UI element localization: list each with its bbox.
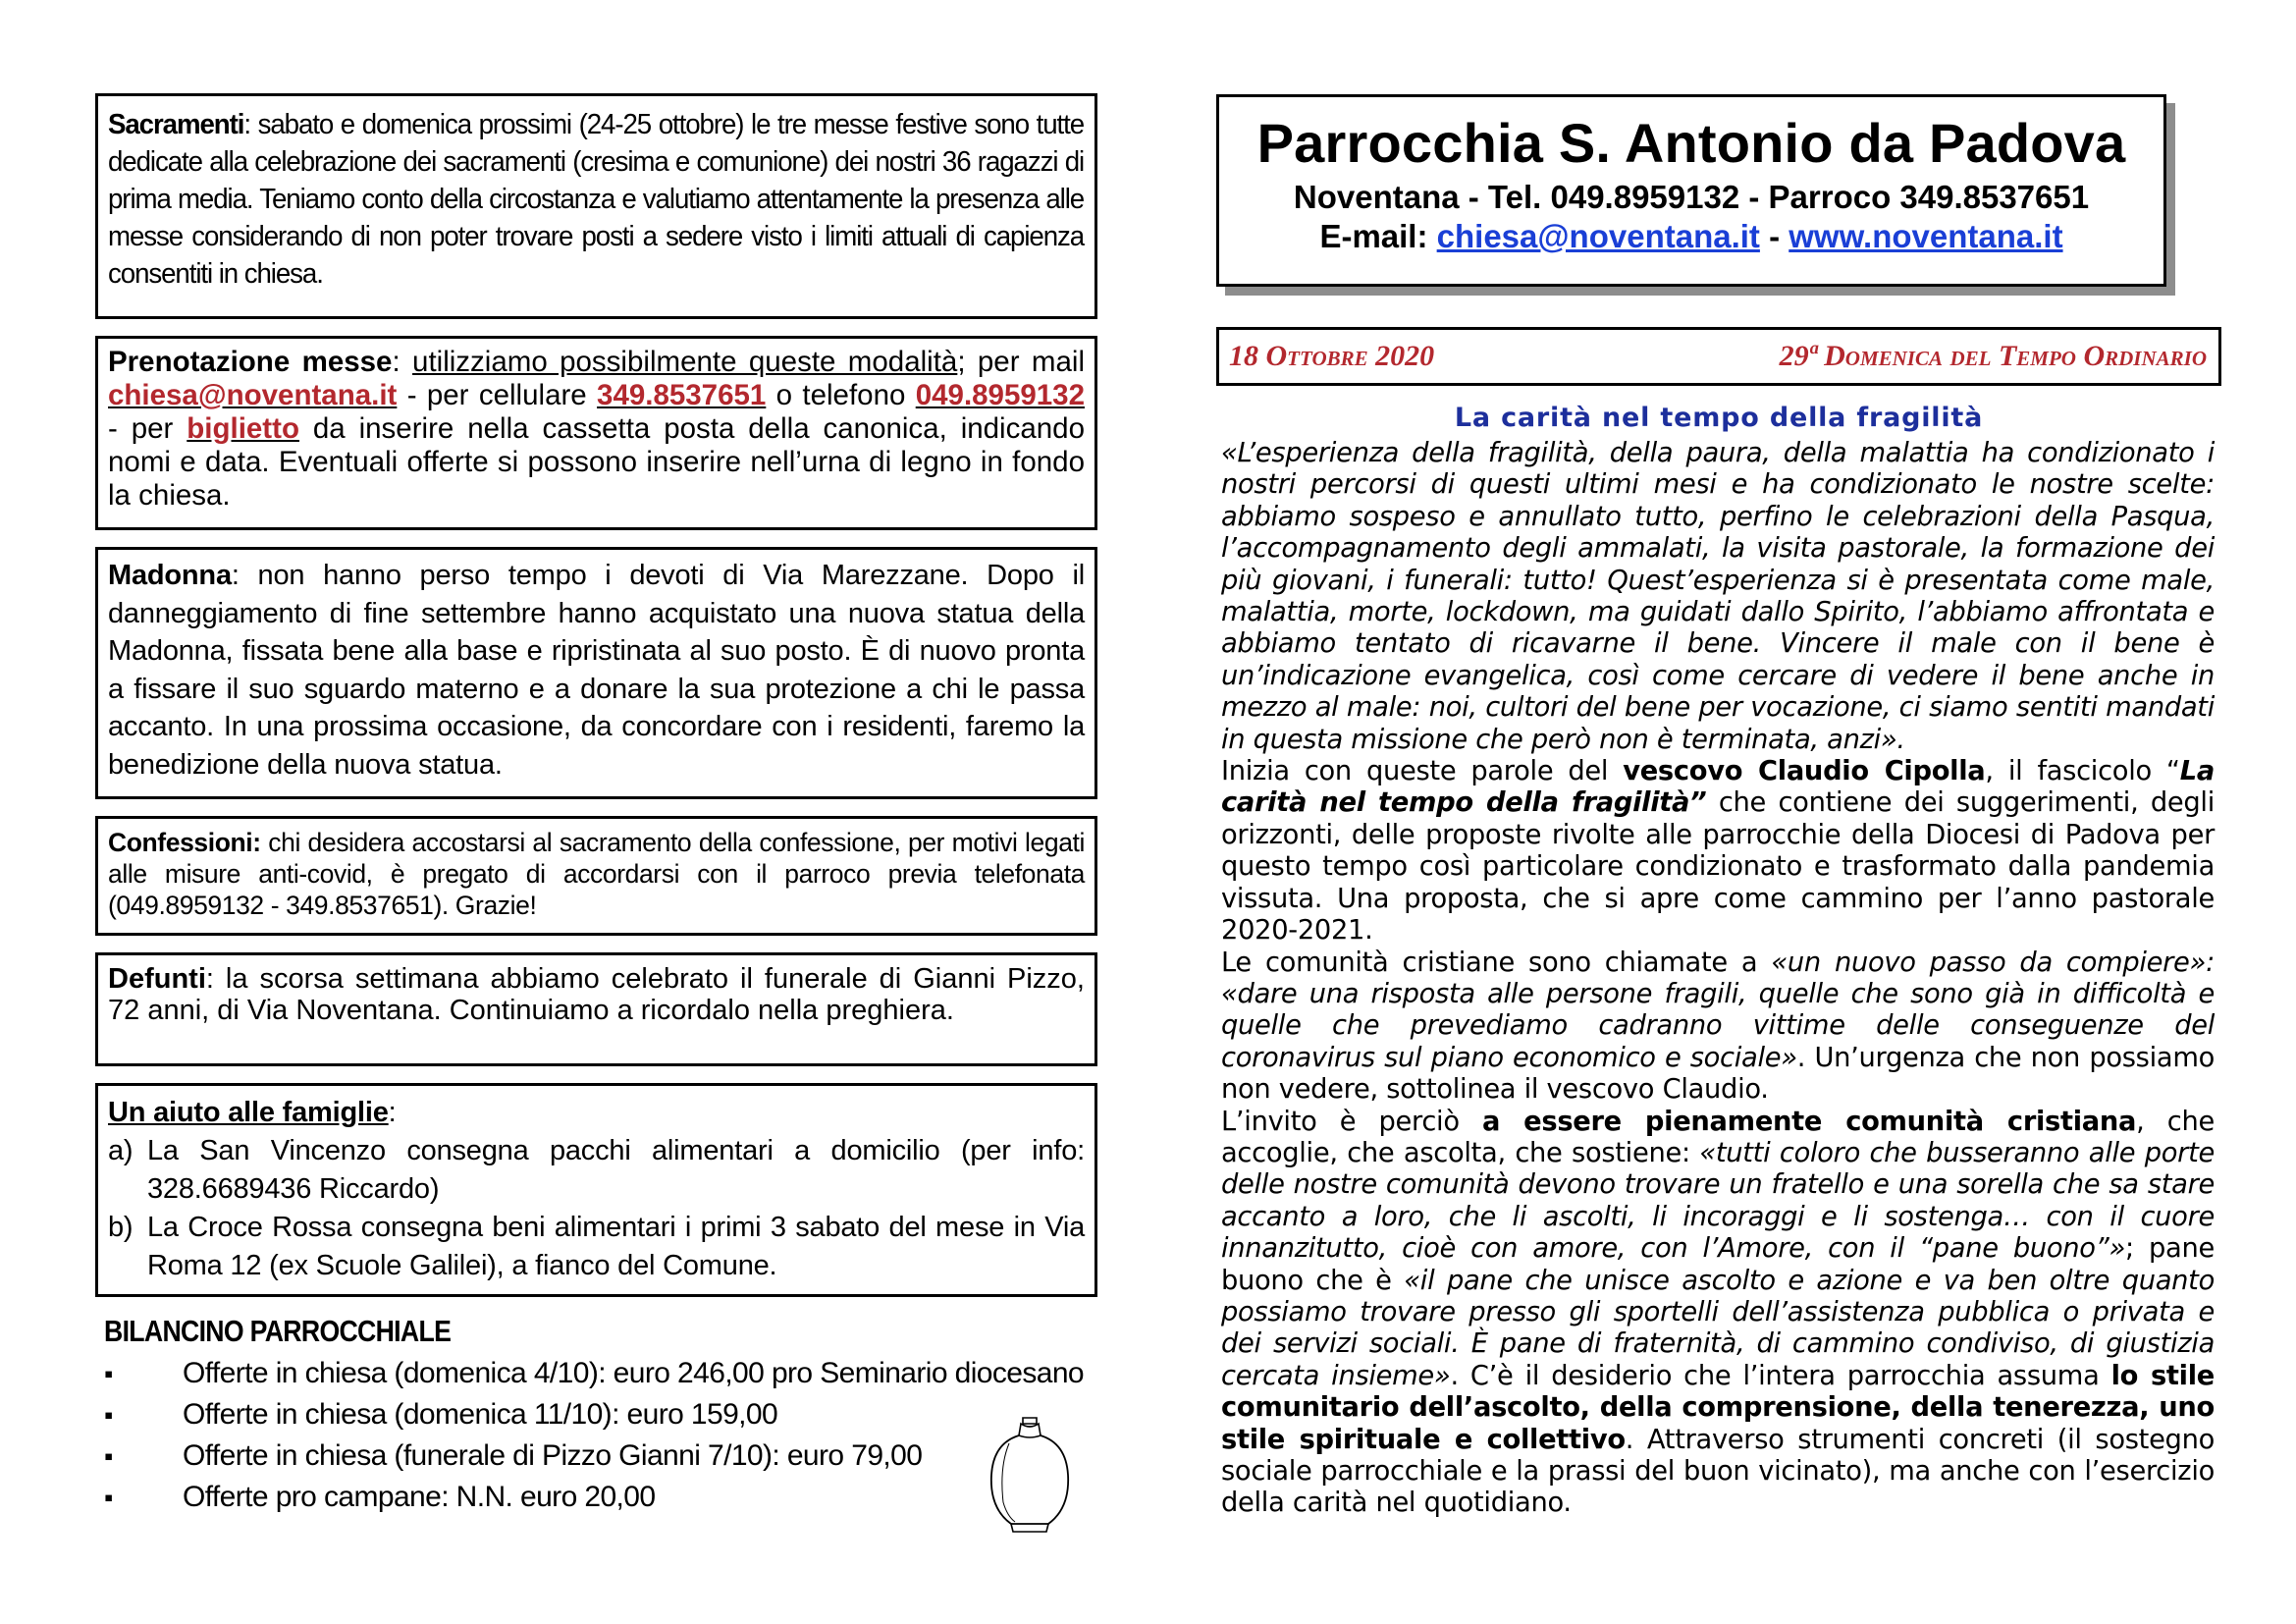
italic-quote: «tutti coloro che busseranno alle porte delle nostre comunità devono trovare un fratello e una sorella che sa stare accanto a loro, che li ascolti, li incoraggi e li sostenga… con il cuore innanzitutto, cioè con amore, con l’Amore, con il “pane buono”» bbox=[1221, 1137, 2215, 1265]
email-link[interactable]: chiesa@noventana.it bbox=[1436, 218, 1760, 254]
underlined-text: utilizziamo possibilmente queste modalità bbox=[412, 346, 958, 378]
text-chunk: - per bbox=[108, 412, 187, 445]
text-chunk: o telefono bbox=[766, 379, 916, 411]
website-link[interactable]: www.noventana.it bbox=[1789, 218, 2063, 254]
parish-links bbox=[1219, 218, 2163, 255]
email-label: E-mail: bbox=[1319, 218, 1437, 254]
list-marker: a) bbox=[108, 1135, 133, 1166]
parish-title: Parrocchia S. Antonio da Padova bbox=[1256, 112, 2126, 174]
notice-label: Prenotazione messe bbox=[108, 346, 393, 378]
list-item-text: Offerte pro campane: N.N. euro 20,00 bbox=[183, 1481, 656, 1513]
text-chunk: . Un’urgenza che non possiamo non vedere, sottolinea il vescovo Claudio. bbox=[1221, 1042, 2216, 1106]
article-paragraph: «L’esperienza della fragilità, della paura, della malattia ha condizionato i nostri percorsi di questi ultimi mesi e ha condizionato le nostre scelte: abbiamo sospeso e annullato tutto, perfino le celebrazioni della Pasqua, l’accompagnamento degli ammalati, la visita pastorale, la formazione dei più giovani, i funerali: tutto! Quest’esperienza si è presentata come male, malattia, morte, lockdown, ma guidati dallo Spirito, l’abbiamo affrontata e abbiamo tentato di ricavarne il bene. Vincere il male con il bene è un’indicazione evangelica, così come cercare di vedere il bene anche in mezzo al male: noi, cultori del bene per vocazione, ci siamo sentiti mandati in questa missione che però non è terminata, anzi». bbox=[1221, 438, 2215, 755]
notice-defunti bbox=[95, 952, 1097, 1066]
notice-label: Un aiuto alle famiglie bbox=[108, 1097, 389, 1128]
italic-quote: «il pane che unisce ascolto e azione e va ben oltre quanto possiamo trovare presso gli sportelli dell’assistenza pubblica o privata e dei servizi sociali. È pane di fraternità, di cammino condiviso, di giustizia cercata insieme» bbox=[1221, 1265, 2215, 1391]
bold-text: a essere pienamente comunità cristiana bbox=[1481, 1106, 2137, 1137]
notice-prenotazione bbox=[95, 336, 1097, 530]
text-chunk: . Attraverso strumenti concreti (il sostegno sociale parrocchiale e la prassi del buon vicinato), ma anche con l’esercizio della carità nel quotidiano. bbox=[1221, 1424, 2215, 1519]
bold-italic-text: La carità nel tempo della fragilità” bbox=[1221, 756, 2215, 819]
separator: - bbox=[1759, 218, 1789, 254]
article-paragraph bbox=[1221, 1107, 2215, 1520]
bold-text: lo stile comunitario dell’ascolto, della comprensione, della tenerezza, uno stile spirituale e collettivo bbox=[1221, 1360, 2215, 1455]
date-bar bbox=[1216, 327, 2221, 386]
article-title: La carità nel tempo della fragilità bbox=[1454, 403, 1984, 433]
notice-confessioni bbox=[95, 816, 1097, 936]
article-paragraph bbox=[1221, 947, 2215, 1107]
text-chunk: che contiene dei suggerimenti, degli orizzonti, delle proposte rivolte alle parrocchie della Diocesi di Padova per questo tempo così particolare condizionato e trasformato dalla pandemia vissuta. Una proposta, che si apre come cammino per l’anno pastorale 2020-2021. bbox=[1221, 787, 2215, 947]
notice-label: Confessioni: bbox=[108, 828, 261, 857]
text-chunk: , che accoglie, che ascolta, che sostiene: bbox=[1221, 1106, 2215, 1168]
list-item-text: Offerte in chiesa (funerale di Pizzo Gianni 7/10): euro 79,00 bbox=[183, 1439, 923, 1472]
parish-header bbox=[1216, 94, 2166, 287]
notice-label: Sacramenti bbox=[108, 109, 244, 140]
cell-highlight: 349.8537651 bbox=[597, 379, 767, 411]
text-chunk: ; per mail bbox=[957, 346, 1085, 378]
text-chunk: Inizia con queste parole del bbox=[1221, 756, 1624, 787]
italic-quote: «un nuovo passo da compiere»: «dare una risposta alle persone fragili, quelle che sono già in difficoltà e quelle che prevediamo cadranno vittime delle conseguenze del coronavirus sul piano economico e sociale» bbox=[1221, 947, 2215, 1073]
colon: : bbox=[388, 1097, 397, 1128]
text-chunk: . C’è il desiderio che l’intera parrocchia assuma bbox=[1450, 1360, 2111, 1391]
list-item bbox=[108, 1132, 1085, 1209]
list-item-text: La Croce Rossa consegna beni alimentari i primi 3 sabato del mese in Via Roma 12 (ex Scuole Galilei), a fianco del Comune. bbox=[147, 1212, 1085, 1281]
issue-date: 18 Ottobre 2020 bbox=[1229, 340, 1435, 372]
bilancino-title: BILANCINO PARROCCHIALE bbox=[104, 1314, 452, 1348]
list-item bbox=[104, 1394, 1086, 1435]
list-item bbox=[104, 1435, 1086, 1477]
list-item-text: La San Vincenzo consegna pacchi alimentari a domicilio (per info: 328.6689436 Riccardo) bbox=[147, 1135, 1085, 1205]
notice-text: : sabato e domenica prossimi (24-25 ottobre) le tre messe festive sono tutte dedicate alla celebrazione dei sacramenti (cresima e comunione) dei nostri 36 ragazzi di prima media. Teniamo conto della circostanza e valutiamo attentamente la presenza alle messe considerando di non poter trovare posti a sedere visto i limiti attuali di capienza consentiti in chiesa. bbox=[108, 109, 1085, 290]
square-bullet-icon: ▪ bbox=[104, 1483, 113, 1512]
list-item bbox=[108, 1209, 1085, 1285]
liturgical-sunday: 29ª Domenica del Tempo Ordinario bbox=[1779, 340, 2207, 372]
bilancino-list bbox=[104, 1353, 1086, 1518]
notice-text: : non hanno perso tempo i devoti di Via Marezzane. Dopo il danneggiamento di fine settembre hanno acquistato una nuova statua della Madonna, fissata bene alla base e ripristinata al suo posto. È di nuovo pronta a fissare il suo sguardo materno e a donare la sua protezione a chi le passa accanto. In una prossima occasione, da concordare con i residenti, faremo la benedizione della nuova statua. bbox=[108, 560, 1085, 781]
list-marker: b) bbox=[108, 1212, 133, 1243]
list-item bbox=[104, 1353, 1086, 1394]
text-chunk: - per cellulare bbox=[397, 379, 598, 411]
email-highlight[interactable]: chiesa@noventana.it bbox=[108, 379, 398, 411]
square-bullet-icon: ▪ bbox=[104, 1359, 113, 1388]
colon: : bbox=[392, 346, 413, 378]
notice-aiuto bbox=[95, 1083, 1097, 1297]
article-body bbox=[1221, 438, 2215, 1520]
biglietto-highlight: biglietto bbox=[187, 412, 299, 445]
notice-sacramenti bbox=[95, 93, 1097, 319]
notice-text: : la scorsa settimana abbiamo celebrato il funerale di Gianni Pizzo, 72 anni, di Via Noventana. Continuiamo a ricordalo nella preghiera. bbox=[108, 963, 1085, 1026]
notice-label: Madonna bbox=[108, 560, 232, 591]
article-paragraph bbox=[1221, 756, 2215, 947]
list-item bbox=[104, 1477, 1086, 1518]
notice-label: Defunti bbox=[108, 963, 206, 995]
square-bullet-icon: ▪ bbox=[104, 1400, 113, 1430]
parish-contacts: Noventana - Tel. 049.8959132 - Parroco 349.8537651 bbox=[1293, 179, 2090, 215]
urn-icon bbox=[986, 1414, 1074, 1536]
text-chunk: , il fascicolo “ bbox=[1985, 756, 2180, 787]
aiuto-list bbox=[108, 1132, 1085, 1285]
notice-text: chi desidera accostarsi al sacramento della confessione, per motivi legati alle misure anti-covid, è pregato di accordarsi con il parroco previa telefonata (049.8959132 - 349.8537651). Grazie! bbox=[108, 828, 1085, 920]
phone-highlight: 049.8959132 bbox=[915, 379, 1085, 411]
text-chunk: ; pane buono che è bbox=[1221, 1233, 2215, 1296]
text-chunk: Le comunità cristiane sono chiamate a bbox=[1221, 947, 1772, 978]
square-bullet-icon: ▪ bbox=[104, 1441, 113, 1471]
list-item-text: Offerte in chiesa (domenica 11/10): euro 159,00 bbox=[183, 1398, 778, 1431]
list-item-text: Offerte in chiesa (domenica 4/10): euro 246,00 pro Seminario diocesano bbox=[183, 1357, 1085, 1389]
text-chunk: L’invito è perciò bbox=[1221, 1106, 1482, 1137]
bold-text: vescovo Claudio Cipolla bbox=[1623, 756, 1986, 787]
text-chunk: da inserire nella cassetta posta della canonica, indicando nomi e data. Eventuali offerte si possono inserire nell’urna di legno in fondo la chiesa. bbox=[108, 412, 1085, 512]
notice-madonna bbox=[95, 547, 1097, 799]
